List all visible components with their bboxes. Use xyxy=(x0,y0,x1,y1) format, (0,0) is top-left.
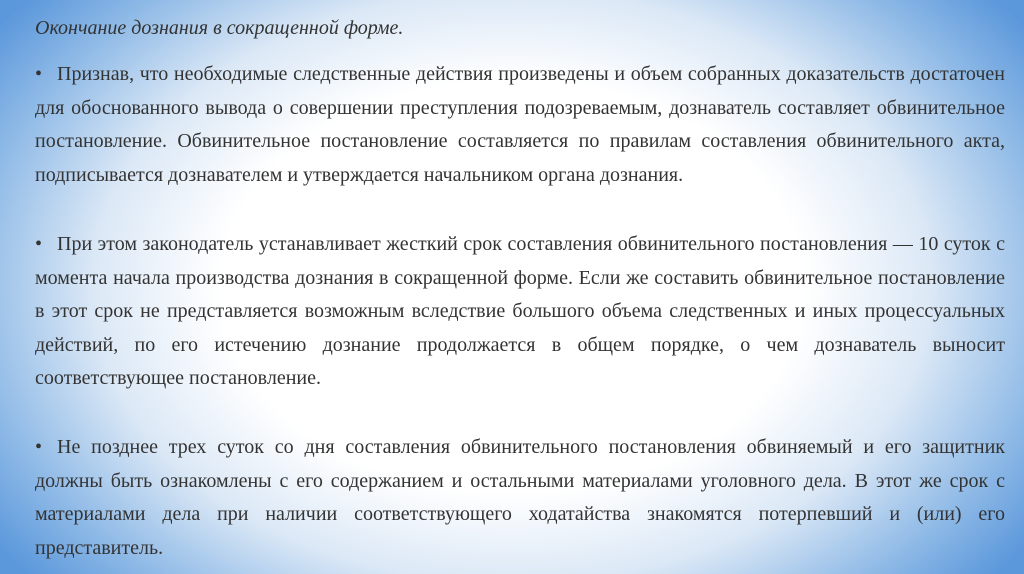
paragraph-text: При этом законодатель устанавливает жесткий срок составления обвинительного постановления — 10 суток с момента начала производства дознания в сокращенной форме. Если же составить обвинительное постановление в этот срок не представляется возможным вследствие большого объема следственных и иных процессуальных действий, по его истечению дознание продолжается в общем порядке, о чем дознаватель выносит соответствующее постановление. xyxy=(35,233,1005,389)
paragraph-text: Не позднее трех суток со дня составления обвинительного постановления обвиняемый и его защитник должны быть ознакомлены с его содержанием и остальными материалами уголовного дела. В этот же срок с материалами дела при наличии соответствующего ходатайства знакомятся потерпевший и (или) его представитель. xyxy=(35,436,1005,559)
paragraph-text: Признав, что необходимые следственные действия произведены и объем собранных доказательств достаточен для обоснованного вывода о совершении преступления подозреваемым, дознаватель составляет обвинительное постановление. Обвинительное постановление составляется по правилам составления обвинительного акта, подписывается дознавателем и утверждается начальником органа дознания. xyxy=(35,63,1005,186)
bullet-marker: • xyxy=(35,63,43,85)
bullet-paragraph-1 xyxy=(35,58,1005,192)
bullet-paragraph-2 xyxy=(35,228,1005,396)
bullet-marker: • xyxy=(35,436,43,458)
slide-title: Окончание дознания в сокращенной форме. xyxy=(35,17,404,39)
bullet-marker: • xyxy=(35,233,43,255)
bullet-paragraph-3 xyxy=(35,431,1005,565)
